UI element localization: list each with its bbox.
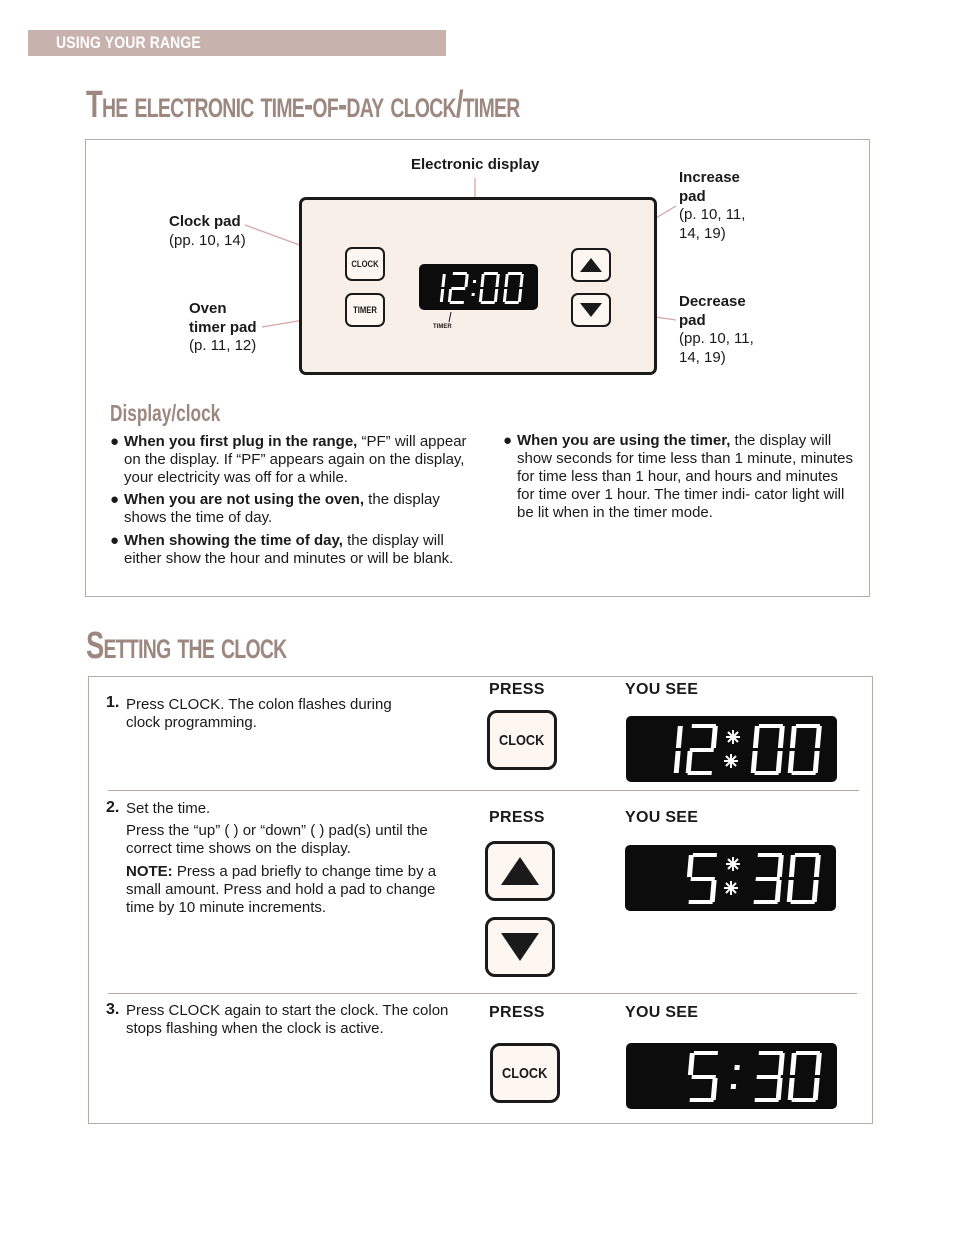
- display-digits-5-30: [626, 1043, 837, 1109]
- step-2-number: 2.: [106, 799, 120, 816]
- step-3-text: Press CLOCK again to start the clock. The colon stops flashing when the clock is active.: [126, 1002, 449, 1037]
- flashing-colon-upper: [726, 857, 740, 871]
- display-step-1: [626, 716, 837, 782]
- page-title-setting-clock: Setting the clock: [86, 625, 287, 667]
- clock-pad-label: Clock pad (pp. 10, 14): [169, 213, 246, 249]
- increase-pad-diagram: [571, 248, 611, 282]
- page-title-clock-timer: The electronic time-of-day clock/timer: [86, 84, 520, 126]
- press-heading-1: PRESS: [489, 681, 545, 698]
- down-button-step-2[interactable]: [485, 917, 555, 977]
- display-digits-12-00-flashing: [626, 716, 837, 782]
- decrease-pad-label: Decrease pad (pp. 10, 11, 14, 19): [679, 293, 754, 366]
- control-panel-diagram: [299, 197, 657, 375]
- step-2-text: Set the time.: [126, 800, 211, 817]
- step-2-instructions: Press the “up” ( ) or “down” ( ) pad(s) until the correct time shows on the display.: [126, 822, 428, 857]
- step-3-number: 3.: [106, 1001, 120, 1018]
- up-arrow-icon: [579, 256, 603, 274]
- bullet-showing-time-of-day: ● When showing the time of day, the display will either show the hour and minutes or will be blank.: [110, 532, 454, 567]
- step-2-note: NOTE: Press a pad briefly to change time by a small amount. Press and hold a pad to change time by 10 minute increments.: [126, 863, 437, 916]
- step-1-number: 1.: [106, 694, 120, 711]
- display-step-2: [625, 845, 836, 911]
- display-digits-5-30-flashing: [625, 845, 836, 911]
- press-heading-2: PRESS: [489, 809, 545, 826]
- you-see-heading-3: YOU SEE: [625, 1004, 699, 1021]
- clock-button-step-1[interactable]: CLOCK: [487, 710, 557, 770]
- bullet-dot-icon: ●: [110, 433, 120, 450]
- step-divider-2: [108, 993, 857, 994]
- you-see-heading-2: YOU SEE: [625, 809, 699, 826]
- down-arrow-icon: [499, 931, 541, 963]
- bullet-dot-icon: ●: [503, 432, 513, 449]
- bullet-dot-icon: ●: [110, 491, 120, 508]
- bullet-not-using-oven: ● When you are not using the oven, the display shows the time of day.: [110, 491, 440, 526]
- you-see-heading-1: YOU SEE: [625, 681, 699, 698]
- display-digits-12-00: [419, 264, 538, 310]
- decrease-pad-diagram: [571, 293, 611, 327]
- timer-indicator-tick: [445, 311, 455, 323]
- section-header-label: USING YOUR RANGE: [56, 33, 201, 52]
- bullet-dot-icon: ●: [110, 532, 120, 549]
- up-button-step-2[interactable]: [485, 841, 555, 901]
- timer-indicator-label: TIMER: [433, 324, 452, 330]
- clock-pad-diagram: CLOCK: [345, 247, 385, 281]
- flashing-colon-lower: [724, 881, 738, 895]
- step-1-text: Press CLOCK. The colon flashes during clock programming.: [126, 696, 392, 731]
- oven-timer-pad-label: Oven timer pad (p. 11, 12): [189, 300, 257, 354]
- electronic-display-diagram: [419, 264, 538, 310]
- bullet-using-timer: ● When you are using the timer, the display will show seconds for time less than 1 minute, minutes for time less than 1 hour, and hours and minutes for time over 1 hour. The timer indi- cator light will be lit when in the timer mode.: [503, 432, 853, 521]
- bullet-first-plug-in: ● When you first plug in the range, “PF” will appear on the display. If “PF” appears again on the display, your electricity was off for a while.: [110, 433, 467, 486]
- electronic-display-label: Electronic display: [411, 156, 540, 173]
- increase-pad-label: Increase pad (p. 10, 11, 14, 19): [679, 169, 746, 242]
- timer-pad-diagram: TIMER: [345, 293, 385, 327]
- down-arrow-icon: [579, 301, 603, 319]
- clock-button-step-3[interactable]: CLOCK: [490, 1043, 560, 1103]
- flashing-colon-lower: [724, 754, 738, 768]
- display-step-3: [626, 1043, 837, 1109]
- flashing-colon-upper: [726, 730, 740, 744]
- press-heading-3: PRESS: [489, 1004, 545, 1021]
- step-divider-1: [108, 790, 859, 791]
- up-arrow-icon: [499, 855, 541, 887]
- display-clock-subheading: Display/clock: [110, 400, 221, 426]
